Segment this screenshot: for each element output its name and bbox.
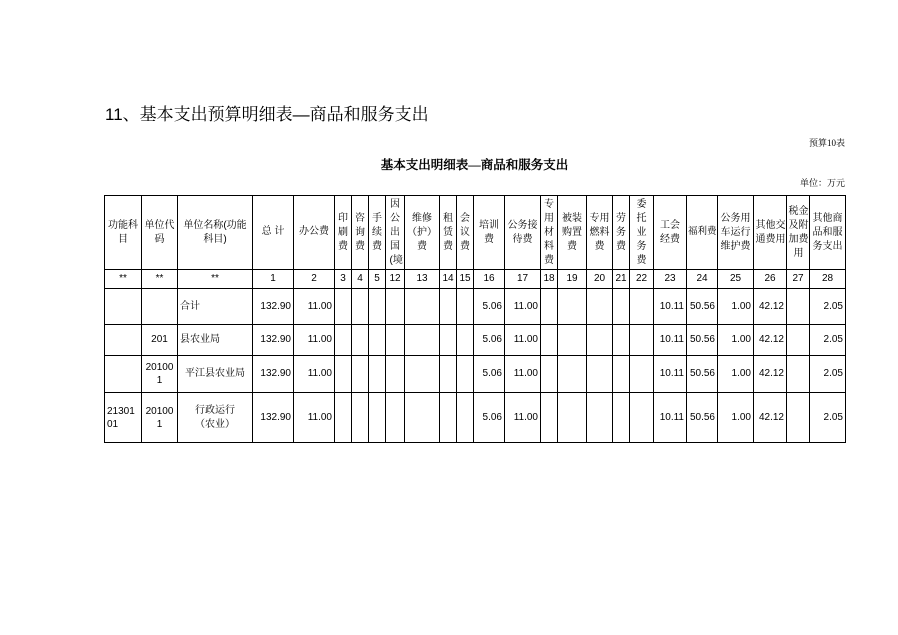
column-index-cell: 22: [630, 270, 654, 289]
table-label-cell: 合计: [178, 289, 253, 325]
table-value-cell: 42.12: [754, 393, 787, 443]
table-value-cell: [405, 356, 440, 393]
column-index-cell: 28: [810, 270, 846, 289]
column-header-label: 培训费: [479, 219, 499, 245]
table-value-cell: 11.00: [505, 289, 541, 325]
table-value-cell: 5.06: [474, 325, 505, 356]
table-row: [105, 393, 846, 443]
column-index-cell: **: [105, 270, 142, 289]
table-value-cell: 50.56: [687, 289, 718, 325]
table-value-cell: 11.00: [505, 325, 541, 356]
column-index-cell: 25: [718, 270, 754, 289]
table-value-cell: [335, 356, 352, 393]
column-index-cell: 15: [457, 270, 474, 289]
column-header-label: 专用材料费: [544, 198, 554, 266]
column-header-label: 劳务费: [616, 212, 626, 252]
column-header-label: 租赁费: [443, 212, 453, 252]
table-value-cell: [369, 325, 386, 356]
column-header-label: 专用燃料费: [589, 212, 610, 252]
table-value-cell: [386, 325, 405, 356]
column-header: [142, 196, 178, 270]
column-index-cell: 21: [613, 270, 630, 289]
column-header: [558, 196, 587, 270]
column-index-cell: 1: [253, 270, 294, 289]
column-index-cell: 14: [440, 270, 457, 289]
table-value-cell: [440, 393, 457, 443]
column-index-cell: 2: [294, 270, 335, 289]
table-value-cell: [630, 356, 654, 393]
table-label-cell: [142, 393, 178, 443]
budget-table: [104, 195, 846, 443]
table-label-cell: [178, 393, 253, 443]
table-value-cell: [352, 393, 369, 443]
table-value-cell: 2.05: [810, 393, 846, 443]
table-title: 基本支出明细表—商品和服务支出: [380, 158, 569, 172]
table-value-cell: 50.56: [687, 393, 718, 443]
table-value-cell: 42.12: [754, 325, 787, 356]
table-value-cell: 10.11: [654, 393, 687, 443]
table-value-cell: 1.00: [718, 393, 754, 443]
column-header-label: 功能科目: [108, 219, 138, 245]
column-header-label: 咨询费: [355, 212, 365, 252]
column-header: [787, 196, 810, 270]
column-header-label: 因公出国(境: [389, 198, 403, 266]
table-value-cell: [630, 325, 654, 356]
table-value-cell: [541, 289, 558, 325]
code-text: 201001: [145, 362, 174, 386]
table-value-cell: 11.00: [294, 325, 335, 356]
table-value-cell: [440, 325, 457, 356]
column-header-label: 单位名称(功能科目): [183, 219, 247, 245]
table-value-cell: [787, 325, 810, 356]
column-header: [810, 196, 846, 270]
column-index-cell: 27: [787, 270, 810, 289]
column-header-label: 印刷费: [338, 212, 348, 252]
table-value-cell: [352, 325, 369, 356]
table-label-cell: [105, 325, 142, 356]
column-index-cell: 18: [541, 270, 558, 289]
column-index-cell: 24: [687, 270, 718, 289]
table-value-cell: 10.11: [654, 356, 687, 393]
table-label-cell: [142, 325, 178, 356]
table-value-cell: [613, 325, 630, 356]
column-header-label: 总 计: [261, 226, 285, 238]
table-value-cell: [613, 289, 630, 325]
table-value-cell: [440, 356, 457, 393]
column-header: [541, 196, 558, 270]
table-row: [105, 325, 846, 356]
table-label-cell: [142, 356, 178, 393]
table-value-cell: [558, 289, 587, 325]
table-label-cell: 县农业局: [178, 325, 253, 356]
table-value-cell: [457, 325, 474, 356]
code-text: 201001: [145, 405, 174, 430]
column-index-cell: 12: [386, 270, 405, 289]
table-value-cell: [613, 356, 630, 393]
table-value-cell: 132.90: [253, 325, 294, 356]
table-value-cell: [352, 289, 369, 325]
table-value-cell: 50.56: [687, 356, 718, 393]
column-header: [352, 196, 369, 270]
column-index-cell: 20: [587, 270, 613, 289]
column-header: [294, 196, 335, 270]
table-value-cell: 1.00: [718, 356, 754, 393]
column-index-cell: **: [178, 270, 253, 289]
table-value-cell: [457, 356, 474, 393]
table-value-cell: [335, 325, 352, 356]
column-header-label: 工会经费: [660, 219, 680, 245]
column-header: [587, 196, 613, 270]
column-header: [335, 196, 352, 270]
table-value-cell: 11.00: [294, 356, 335, 393]
column-index-cell: 19: [558, 270, 587, 289]
table-value-cell: [541, 356, 558, 393]
table-value-cell: [587, 325, 613, 356]
table-value-cell: 11.00: [294, 289, 335, 325]
form-number: 预算10表: [808, 138, 845, 148]
table-value-cell: [386, 393, 405, 443]
column-header-label: 委托业务费: [636, 198, 647, 266]
table-label-cell: 平江县农业局: [178, 356, 253, 393]
table-value-cell: 1.00: [718, 325, 754, 356]
table-value-cell: 10.11: [654, 289, 687, 325]
table-value-cell: 42.12: [754, 356, 787, 393]
table-value-cell: [558, 356, 587, 393]
column-header: [386, 196, 405, 270]
table-value-cell: 11.00: [505, 393, 541, 443]
column-header-label: 单位代码: [144, 219, 175, 245]
column-header: [178, 196, 253, 270]
column-header-label: 办公费: [299, 226, 329, 238]
column-header: [369, 196, 386, 270]
column-header: [687, 196, 718, 270]
table-value-cell: [541, 393, 558, 443]
table-value-cell: [386, 289, 405, 325]
column-header: [630, 196, 654, 270]
header-row: [105, 196, 846, 270]
column-index-cell: 13: [405, 270, 440, 289]
table-value-cell: [335, 289, 352, 325]
column-header: [253, 196, 294, 270]
table-value-cell: [369, 356, 386, 393]
table-value-cell: [630, 289, 654, 325]
table-row: [105, 356, 846, 393]
table-value-cell: [558, 325, 587, 356]
table-value-cell: 5.06: [474, 356, 505, 393]
column-header-label: 其他商品和服务支出: [812, 212, 843, 252]
table-value-cell: [787, 289, 810, 325]
budget-table-body: [105, 196, 846, 443]
column-index-cell: 3: [335, 270, 352, 289]
table-value-cell: [787, 393, 810, 443]
column-index-cell: 16: [474, 270, 505, 289]
table-value-cell: [369, 393, 386, 443]
table-value-cell: [587, 356, 613, 393]
table-label-cell: [105, 356, 142, 393]
column-header-label: 手续费: [372, 212, 382, 252]
column-header: [505, 196, 541, 270]
column-header: [105, 196, 142, 270]
column-header: [457, 196, 474, 270]
column-index-cell: **: [142, 270, 178, 289]
table-value-cell: 132.90: [253, 289, 294, 325]
table-value-cell: [587, 289, 613, 325]
column-header-label: 公务接待费: [507, 219, 538, 245]
table-value-cell: 50.56: [687, 325, 718, 356]
table-value-cell: [541, 325, 558, 356]
code-text: 2130101: [107, 405, 135, 430]
table-value-cell: [630, 393, 654, 443]
column-header: [474, 196, 505, 270]
table-label-cell: [105, 393, 142, 443]
column-index-row: [105, 270, 846, 289]
table-label-cell: [105, 289, 142, 325]
table-value-cell: [457, 393, 474, 443]
column-header: [754, 196, 787, 270]
unit-label: 单位：万元: [799, 178, 845, 188]
column-index-cell: 26: [754, 270, 787, 289]
column-header: [405, 196, 440, 270]
column-header-label: 其他交通费用: [755, 219, 786, 245]
table-value-cell: [587, 393, 613, 443]
column-header-label: 税金及附加费用: [788, 205, 809, 259]
table-value-cell: [405, 393, 440, 443]
table-value-cell: 11.00: [294, 393, 335, 443]
table-value-cell: 1.00: [718, 289, 754, 325]
table-value-cell: 11.00: [505, 356, 541, 393]
table-value-cell: [457, 289, 474, 325]
table-value-cell: 2.05: [810, 289, 846, 325]
table-value-cell: [613, 393, 630, 443]
page-title: 11、基本支出预算明细表—商品和服务支出: [105, 105, 429, 124]
table-label-cell: [142, 289, 178, 325]
table-value-cell: [405, 289, 440, 325]
column-header-label: 会议费: [460, 212, 470, 252]
column-index-cell: 23: [654, 270, 687, 289]
column-header-label: 公务用车运行维护费: [720, 212, 751, 252]
table-value-cell: 10.11: [654, 325, 687, 356]
column-header-label: 维修（护）费: [407, 212, 437, 252]
table-value-cell: [558, 393, 587, 443]
column-header: [718, 196, 754, 270]
table-value-cell: [405, 325, 440, 356]
table-value-cell: 2.05: [810, 325, 846, 356]
table-value-cell: [440, 289, 457, 325]
table-value-cell: 5.06: [474, 393, 505, 443]
code-text: 201: [151, 333, 168, 345]
column-header: [613, 196, 630, 270]
table-value-cell: 42.12: [754, 289, 787, 325]
column-header: [654, 196, 687, 270]
column-index-cell: 5: [369, 270, 386, 289]
column-header-label: 被装购置费: [562, 212, 582, 252]
column-index-cell: 17: [505, 270, 541, 289]
table-value-cell: 5.06: [474, 289, 505, 325]
table-value-cell: [352, 356, 369, 393]
table-value-cell: 132.90: [253, 356, 294, 393]
table-value-cell: 132.90: [253, 393, 294, 443]
table-value-cell: [787, 356, 810, 393]
table-value-cell: [386, 356, 405, 393]
column-header: [440, 196, 457, 270]
table-row: [105, 289, 846, 325]
table-value-cell: 2.05: [810, 356, 846, 393]
table-value-cell: [369, 289, 386, 325]
column-index-cell: 4: [352, 270, 369, 289]
name-text: 行政运行（农业）: [195, 404, 235, 430]
table-value-cell: [335, 393, 352, 443]
column-header-label: 福利费: [688, 226, 717, 238]
